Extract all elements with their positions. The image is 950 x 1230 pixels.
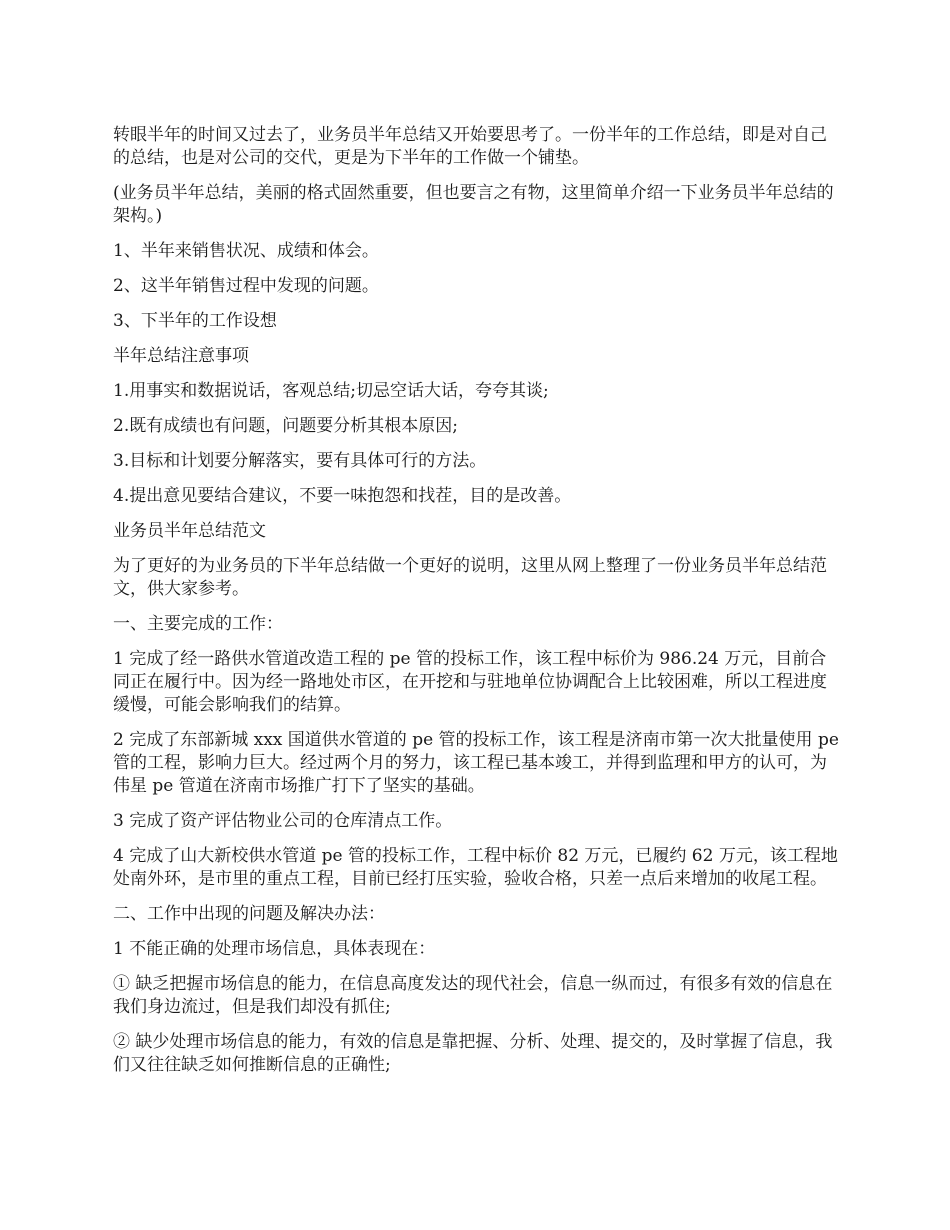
paragraph: 为了更好的为业务员的下半年总结做一个更好的说明，这里从网上整理了一份业务员半年总结范文，供大家参考。 [113,556,827,599]
paragraph: ② 缺少处理市场信息的能力，有效的信息是靠把握、分析、处理、提交的，及时掌握了信息，我们又往往缺乏如何推断信息的正确性; [113,1032,833,1075]
paragraph-structure-note: (业务员半年总结，美丽的格式固然重要，但也要言之有物，这里简单介绍一下业务员半年总结的架构。) [113,183,834,226]
paragraph: 2 完成了东部新城 xxx 国道供水管道的 pe 管的投标工作，该工程是济南市第一次大批量使用 pe 管的工程，影响力巨大。经过两个月的努力，该工程已基本竣工，并得到监理和甲方的认可，为伟星 pe 管道在济南市场推广打下了坚实的基础。 [113,730,839,796]
list-item: 1、半年来销售状况、成绩和体会。 [113,241,379,261]
list-item: 2.既有成绩也有问题，问题要分析其根本原因; [113,416,458,436]
paragraph: 1 不能正确的处理市场信息，具体表现在： [113,939,436,959]
list-item: 3、下半年的工作设想 [113,311,277,331]
section-heading: 半年总结注意事项 [113,346,249,366]
list-item: 4.提出意见要结合建议，不要一味抱怨和找茬，目的是改善。 [113,486,572,506]
list-item: 2、这半年销售过程中发现的问题。 [113,276,379,296]
document-body [113,124,841,1089]
section-heading: 二、工作中出现的问题及解决办法： [113,904,385,924]
paragraph: 4 完成了山大新校供水管道 pe 管的投标工作，工程中标价 82 万元，已履约 62 万元，该工程地处南外环，是市里的重点工程，目前已经打压实验，验收合格，只差一点后来增加的收尾工程。 [113,846,838,889]
list-item: 1.用事实和数据说话，客观总结;切忌空话大话，夸夸其谈; [113,381,549,401]
paragraph: 3 完成了资产评估物业公司的仓库清点工作。 [113,811,453,831]
list-item: 3.目标和计划要分解落实，要有具体可行的方法。 [113,451,487,471]
section-heading: 业务员半年总结范文 [113,521,266,541]
section-heading: 一、主要完成的工作： [113,614,283,634]
paragraph: 1 完成了经一路供水管道改造工程的 pe 管的投标工作，该工程中标价为 986.24 万元，目前合同正在履行中。因为经一路地处市区，在开挖和与驻地单位协调配合上比较困难，所以工程进度缓慢，可能会影响我们的结算。 [113,649,827,715]
paragraph: ① 缺乏把握市场信息的能力，在信息高度发达的现代社会，信息一纵而过，有很多有效的信息在我们身边流过，但是我们却没有抓住; [113,974,833,1017]
paragraph-intro: 转眼半年的时间又过去了，业务员半年总结又开始要思考了。一份半年的工作总结，即是对自己的总结，也是对公司的交代，更是为下半年的工作做一个铺垫。 [113,125,827,168]
